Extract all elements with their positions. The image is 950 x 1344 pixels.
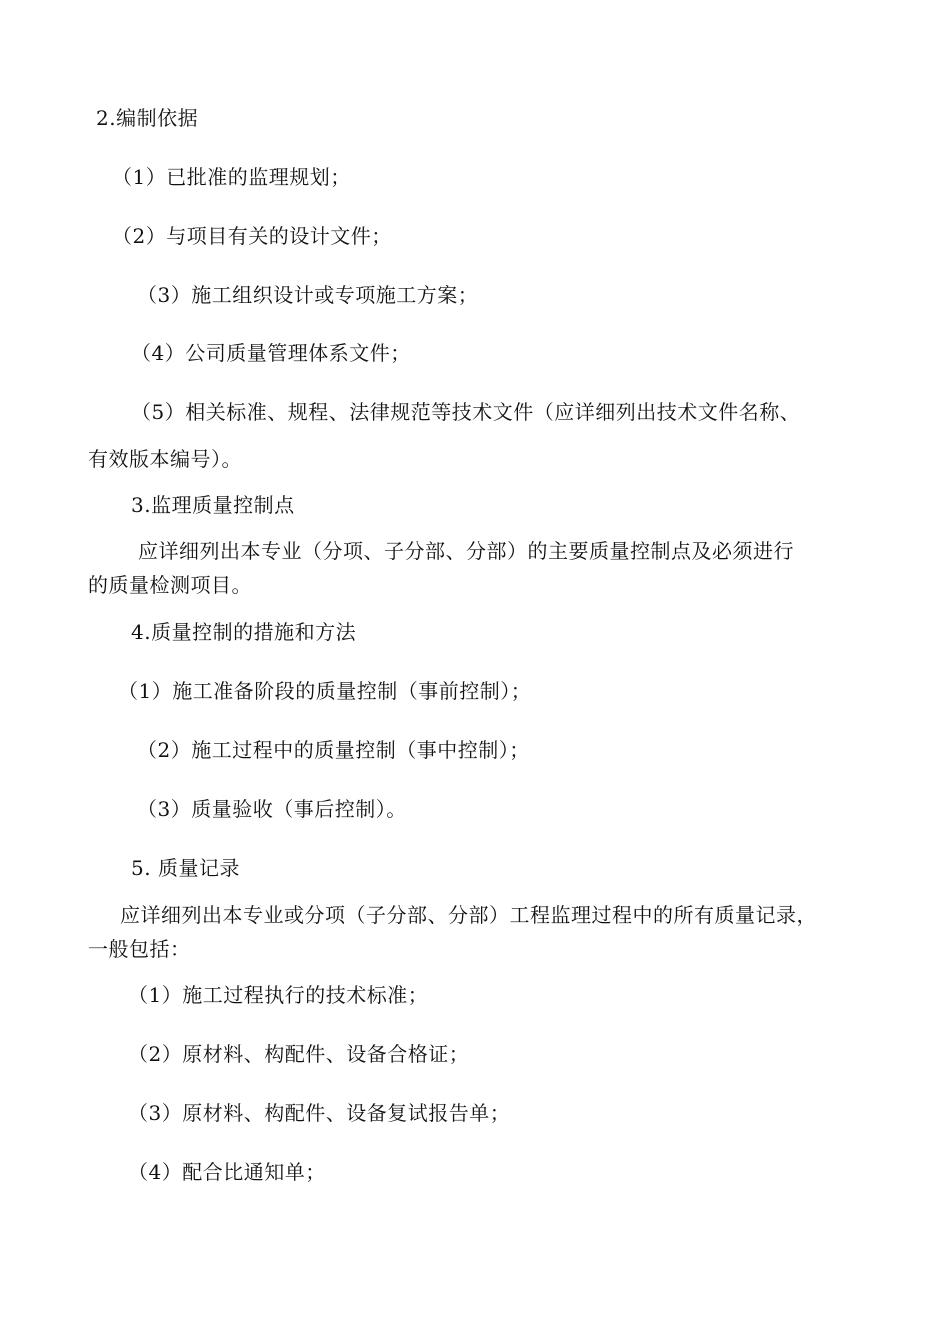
section-2-heading: 2.编制依据 — [96, 106, 199, 130]
section-2-item-1: （1）已批准的监理规划； — [112, 165, 351, 189]
section-5-paragraph-line-1: 应详细列出本专业或分项（子分部、分部）工程监理过程中的所有质量记录， — [120, 903, 817, 927]
section-5-item-2: （2）原材料、构配件、设备合格证； — [128, 1042, 470, 1066]
section-2-item-4: （4）公司质量管理体系文件； — [131, 341, 411, 365]
section-5-item-1: （1）施工过程执行的技术标准； — [128, 983, 429, 1007]
section-2-item-5: （5）相关标准、规程、法律规范等技术文件（应详细列出技术文件名称、 — [131, 400, 801, 424]
section-4-heading: 4.质量控制的措施和方法 — [131, 620, 357, 644]
section-4-item-2: （2）施工过程中的质量控制（事中控制）； — [137, 738, 530, 762]
section-3-paragraph-line-1: 应详细列出本专业（分项、子分部、分部）的主要质量控制点及必须进行 — [138, 539, 794, 563]
section-4-item-1: （1）施工准备阶段的质量控制（事前控制）； — [118, 679, 532, 703]
section-4-item-3: （3）质量验收（事后控制）。 — [137, 797, 407, 821]
section-2-item-2: （2）与项目有关的设计文件； — [112, 224, 392, 248]
section-5-heading: 5. 质量记录 — [131, 856, 240, 880]
section-2-item-5-continued: 有效版本编号）。 — [88, 447, 242, 471]
section-3-paragraph-line-2: 的质量检测项目。 — [88, 573, 252, 597]
section-5-item-3: （3）原材料、构配件、设备复试报告单； — [128, 1101, 511, 1125]
section-3-heading: 3.监理质量控制点 — [131, 493, 295, 517]
section-2-item-3: （3）施工组织设计或专项施工方案； — [137, 283, 479, 307]
section-5-item-4: （4）配合比通知单； — [128, 1160, 326, 1184]
section-5-paragraph-line-2: 一般包括： — [88, 937, 191, 961]
